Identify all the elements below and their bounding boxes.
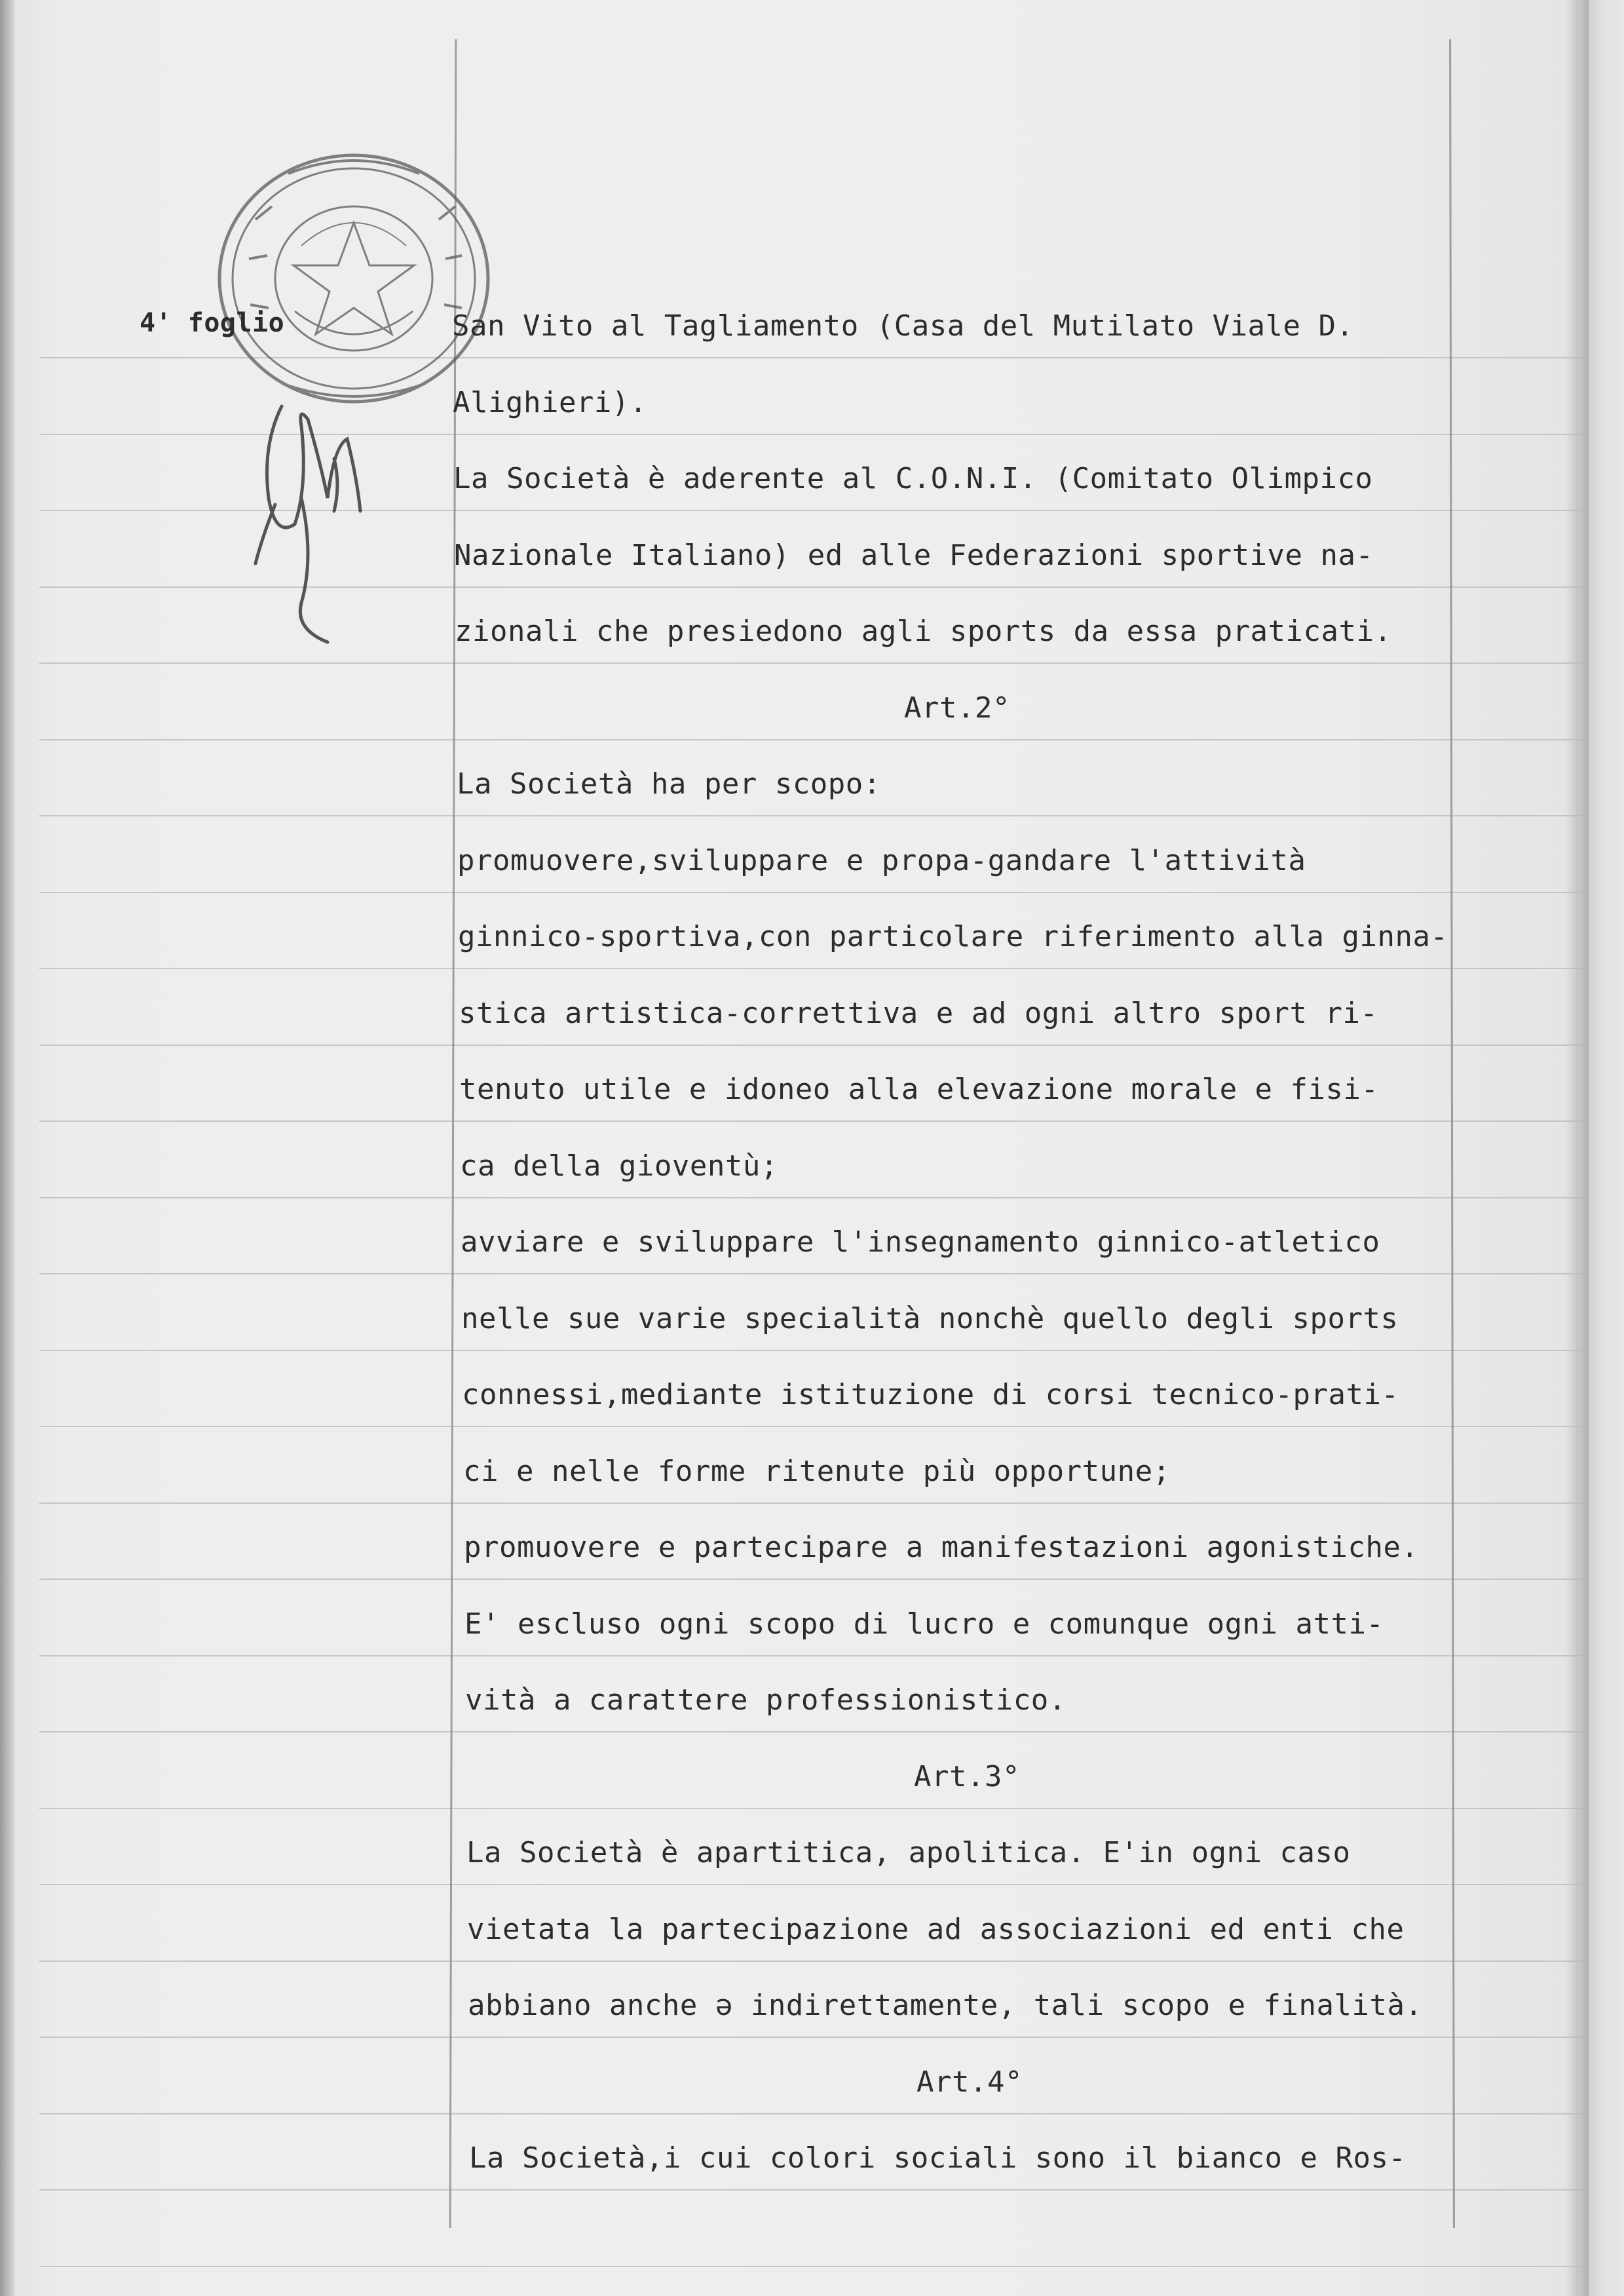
ruled-line [39, 1273, 1585, 1274]
document-line: E' escluso ogni scopo di lucro e comunque ogni atti- [464, 1607, 1384, 1641]
ruled-line [39, 1044, 1585, 1046]
ruled-line [39, 739, 1585, 740]
document-line: ginnico-sportiva,con particolare riferimento alla ginna- [458, 920, 1448, 953]
ruled-line [39, 662, 1585, 664]
article-heading: Art.3° [914, 1760, 1020, 1793]
document-line: La Società,i cui colori sociali sono il bianco e Ros- [469, 2141, 1407, 2175]
document-line: Nazionale Italiano) ed alle Federazioni sportive na- [454, 539, 1374, 572]
ruled-line [39, 968, 1585, 969]
ruled-line [39, 892, 1585, 893]
ruled-line [39, 2037, 1585, 2038]
document-line: San Vito al Tagliamento (Casa del Mutilato Viale D. [452, 309, 1354, 343]
document-line: La Società ha per scopo: [457, 767, 881, 801]
document-line: promuovere,sviluppare e propa-gandare l'attività [457, 844, 1306, 877]
ruled-line [39, 1578, 1585, 1580]
document-line: stica artistica-correttiva e ad ogni altro sport ri- [459, 997, 1378, 1030]
document-line: Alighieri). [453, 386, 647, 419]
document-line: promuovere e partecipare a manifestazioni agonistiche. [464, 1531, 1419, 1564]
margin-label: 4' foglio [140, 308, 285, 338]
ruled-line [39, 2113, 1585, 2114]
document-line: nelle sue varie specialità nonchè quello degli sports [461, 1302, 1399, 1335]
article-heading: Art.2° [904, 691, 1010, 725]
next-page-edge [1589, 0, 1624, 2296]
ruled-line [39, 1350, 1585, 1351]
ruled-line [39, 2266, 1585, 2267]
document-line: La Società è aderente al C.O.N.I. (Comitato Olimpico [453, 462, 1373, 495]
ruled-line [39, 1655, 1585, 1656]
ruled-line [39, 815, 1585, 816]
ruled-line [39, 1884, 1585, 1885]
left-binding-edge [0, 0, 14, 2296]
ruled-line [39, 1731, 1585, 1732]
document-line: avviare e sviluppare l'insegnamento ginnico-atletico [461, 1225, 1380, 1259]
ruled-line [39, 1502, 1585, 1504]
ruled-line [39, 1426, 1585, 1427]
document-line: abbiano anche ə indirettamente, tali scopo e finalità. [468, 1989, 1423, 2022]
ruled-line [39, 1197, 1585, 1198]
right-edge-shadow [1566, 0, 1592, 2296]
document-line: tenuto utile e idoneo alla elevazione morale e fisi- [459, 1073, 1379, 1106]
handwritten-signature [236, 367, 380, 655]
document-line: La Società è apartitica, apolitica. E'in ogni caso [466, 1836, 1351, 1869]
document-line: ca della gioventù; [460, 1149, 778, 1183]
article-heading: Art.4° [916, 2065, 1023, 2099]
document-line: vità a carattere professionistico. [465, 1683, 1067, 1717]
ruled-line [39, 1808, 1585, 1809]
document-line: ci e nelle forme ritenute più opportune; [463, 1455, 1171, 1488]
document-line: connessi,mediante istituzione di corsi tecnico-prati- [462, 1378, 1399, 1411]
ruled-line [39, 1961, 1585, 1962]
document-line: zionali che presiedono agli sports da essa praticati. [455, 615, 1392, 648]
document-line: vietata la partecipazione ad associazioni ed enti che [467, 1913, 1405, 1946]
ruled-line [39, 2189, 1585, 2191]
ruled-line [39, 1120, 1585, 1122]
